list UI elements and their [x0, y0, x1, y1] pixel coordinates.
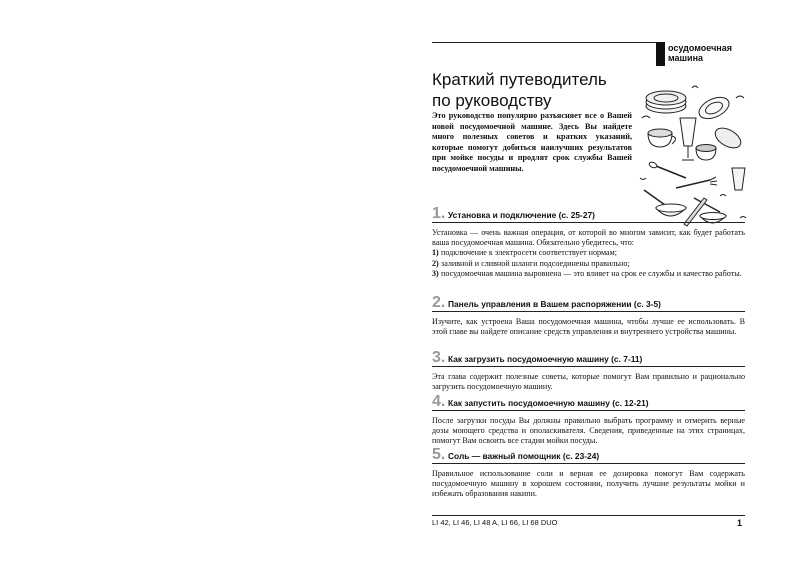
section-number: 2.: [432, 294, 446, 311]
section-1: [432, 207, 745, 279]
section-3: [432, 351, 745, 392]
header-label: [668, 43, 778, 63]
section-heading: [432, 448, 745, 464]
section-number: 5.: [432, 446, 446, 463]
intro-paragraph: Это руководство популярно разъясняет все о Вашей новой посудомоечной машине. Здесь Вы найдете много полезных советов и кратких указаний, которые помогут добиться наилучших результатов при мойке посуды и продлят срок службы Вашей посудомоечной машины.: [432, 111, 632, 173]
section-4: [432, 395, 745, 447]
header-label-line2: машина: [668, 53, 704, 63]
header-rule: [432, 42, 657, 43]
section-title: Соль — важный помощник (с. 23-24): [448, 451, 600, 461]
section-title: Как загрузить посудомоечную машину (с. 7-11): [448, 354, 643, 364]
section-2: [432, 296, 745, 337]
section-number: 4.: [432, 393, 446, 410]
section-heading: [432, 351, 745, 367]
section-heading: [432, 207, 745, 223]
section-title: Панель управления в Вашем распоряжении (с. 3-5): [448, 299, 661, 309]
requirements-list: [432, 248, 745, 279]
page-title-line2: по руководству: [432, 91, 552, 110]
list-item: 2) заливной и сливной шланги подсоединены правильно;: [432, 258, 630, 268]
section-body: Правильное использование соли и верная ее дозировка помогут Вам содержать посудомоечную машину в хорошем состоянии, получить лучшие результаты мойки и избежать образования накипи.: [432, 469, 745, 499]
section-body: После загрузки посуды Вы должны правильно выбрать программу и отмерить верные дозы моющего средства и ополаскивателя. Сведения, приведенные на этих страницах, помогут Вам освоить все стадии мойки посуды.: [432, 416, 745, 446]
section-number: 3.: [432, 349, 446, 366]
page-title-line1: Краткий путеводитель: [432, 70, 607, 89]
page-number: 1: [737, 518, 743, 528]
section-body: Эта глава содержит полезные советы, которые помогут Вам правильно и рационально загрузить посудомоечную машину.: [432, 372, 745, 392]
footer-model-list: LI 42, LI 46, LI 48 A, LI 66, LI 68 DUO: [432, 518, 558, 527]
section-heading: [432, 296, 745, 312]
footer-rule: [432, 515, 745, 516]
section-title: Как запустить посудомоечную машину (с. 12-21): [448, 398, 649, 408]
list-item: 1) подключение к электросети соответствует нормам;: [432, 248, 617, 258]
page-title: [432, 69, 632, 111]
section-body: [432, 228, 745, 279]
header-label-line1: осудомоечная: [668, 43, 732, 53]
section-number: 1.: [432, 205, 446, 222]
list-item: 3) посудомоечная машина выровнена — это влияет на срок ее службы и качество работы.: [432, 268, 742, 278]
section-5: [432, 448, 745, 500]
section-heading: [432, 395, 745, 411]
section-title: Установка и подключение (с. 25-27): [448, 210, 595, 220]
section-text: Установка — очень важная операция, от которой во многом зависит, как будет работать ваша посудомоечная машина. Обязательно убедитесь, что:: [432, 228, 745, 248]
header-tab-marker: [656, 42, 665, 66]
section-body: Изучите, как устроена Ваша посудомоечная машина, чтобы лучше ее использовать. В этой главе вы найдете описание средств управления и внутреннего устройства машины.: [432, 317, 745, 337]
